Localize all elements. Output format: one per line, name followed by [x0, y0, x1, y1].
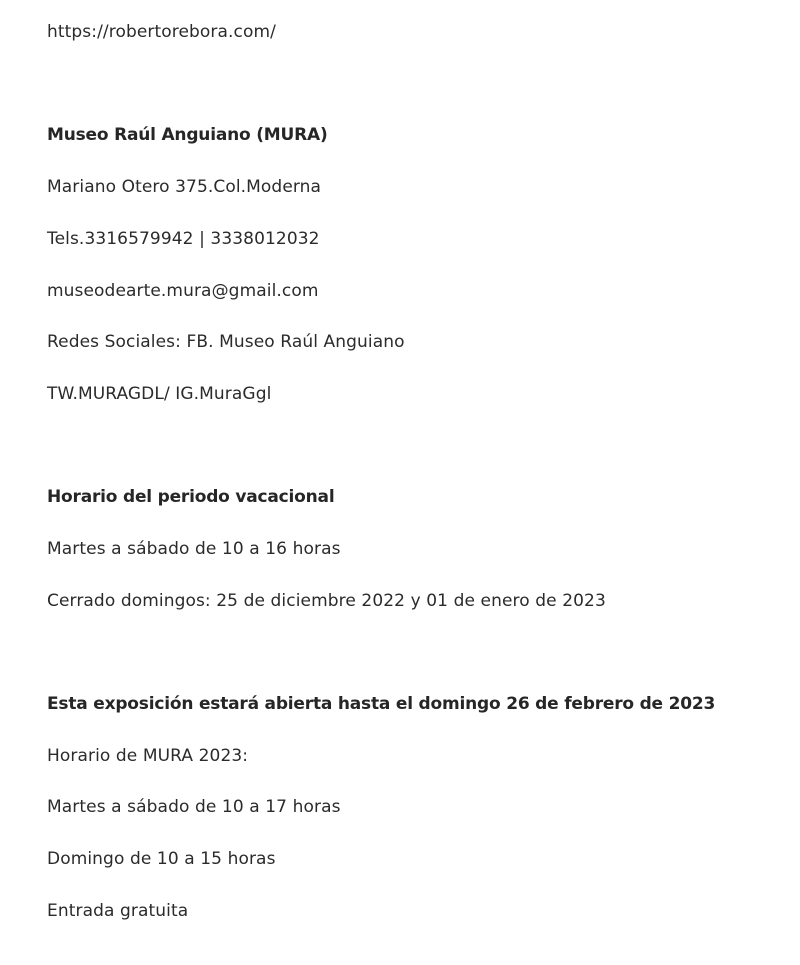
museum-address: Mariano Otero 375.Col.Moderna: [47, 177, 322, 197]
sunday-hours: Domingo de 10 a 15 horas: [47, 849, 276, 869]
exhibition-end-heading: Esta exposición estará abierta hasta el domingo 26 de febrero de 2023: [47, 694, 716, 714]
website-link[interactable]: https://robertorebora.com/: [47, 22, 276, 42]
museum-social-tw-ig: TW.MURAGDL/ IG.MuraGgl: [47, 384, 272, 404]
vacation-hours: Martes a sábado de 10 a 16 horas: [47, 539, 341, 559]
museum-phones: Tels.3316579942 | 3338012032: [47, 229, 320, 249]
admission-info: Entrada gratuita: [47, 901, 189, 921]
weekday-hours: Martes a sábado de 10 a 17 horas: [47, 797, 341, 817]
mura-schedule-title: Horario de MURA 2023:: [47, 746, 249, 766]
vacation-closed-days: Cerrado domingos: 25 de diciembre 2022 y 01 de enero de 2023: [47, 591, 606, 611]
vacation-schedule-heading: Horario del periodo vacacional: [47, 487, 335, 507]
museum-social-fb: Redes Sociales: FB. Museo Raúl Anguiano: [47, 332, 405, 352]
museum-name-heading: Museo Raúl Anguiano (MURA): [47, 125, 328, 145]
museum-email: museodearte.mura@gmail.com: [47, 281, 319, 301]
